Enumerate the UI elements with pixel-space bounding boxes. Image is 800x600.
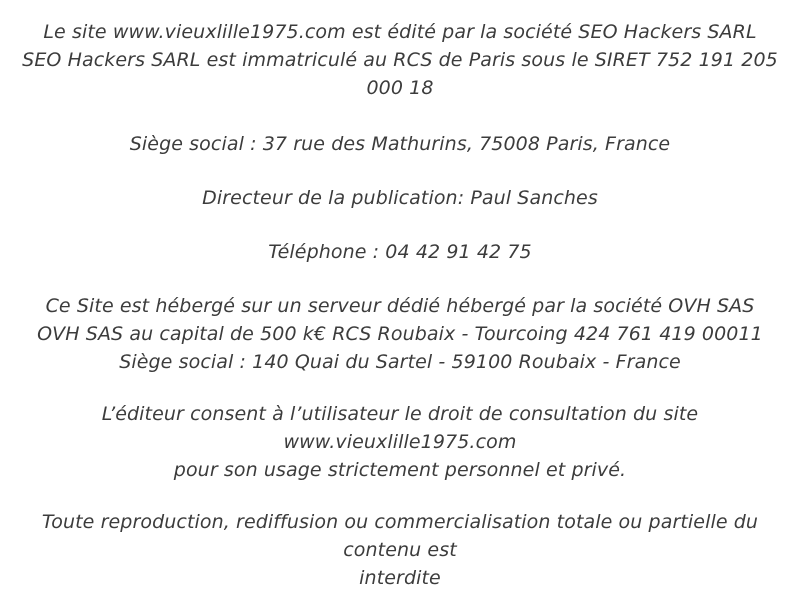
text-line: L’éditeur consent à l’utilisateur le droit de consultation du site www.vieuxlille1975.com xyxy=(101,403,705,453)
paragraph-reproduction-notice xyxy=(20,508,780,592)
text-line: Le site www.vieuxlille1975.com est édité par la société SEO Hackers SARL xyxy=(43,21,757,43)
paragraph-publication-director xyxy=(20,184,780,212)
spacer xyxy=(20,212,780,238)
paragraph-usage-rights xyxy=(20,400,780,484)
text-line: Siège social : 140 Quai du Sartel - 59100 Roubaix - France xyxy=(119,351,681,373)
spacer xyxy=(20,376,780,400)
paragraph-publisher xyxy=(20,18,784,102)
text-line: OVH SAS au capital de 500 k€ RCS Roubaix - Tourcoing 424 761 419 00011 xyxy=(37,323,763,345)
text-line: interdite xyxy=(359,567,441,589)
paragraph-phone xyxy=(20,238,780,266)
spacer xyxy=(20,266,780,292)
text-line: Ce Site est hébergé sur un serveur dédié hébergé par la société OVH SAS xyxy=(45,295,755,317)
text-line: Siège social : 37 rue des Mathurins, 75008 Paris, France xyxy=(129,133,671,155)
spacer xyxy=(20,158,780,184)
spacer xyxy=(20,102,780,130)
text-line: pour son usage strictement personnel et privé. xyxy=(173,459,627,481)
paragraph-hosting xyxy=(20,292,780,376)
spacer xyxy=(20,484,780,508)
text-line: Toute reproduction, rediffusion ou commercialisation totale ou partielle du contenu est xyxy=(41,511,765,561)
text-line: SEO Hackers SARL est immatriculé au RCS de Paris sous le SIRET 752 191 205 000 18 xyxy=(22,49,784,99)
paragraph-headquarters xyxy=(20,130,780,158)
text-line: Téléphone : 04 42 91 42 75 xyxy=(268,241,532,263)
text-line: Directeur de la publication: Paul Sanches xyxy=(202,187,598,209)
